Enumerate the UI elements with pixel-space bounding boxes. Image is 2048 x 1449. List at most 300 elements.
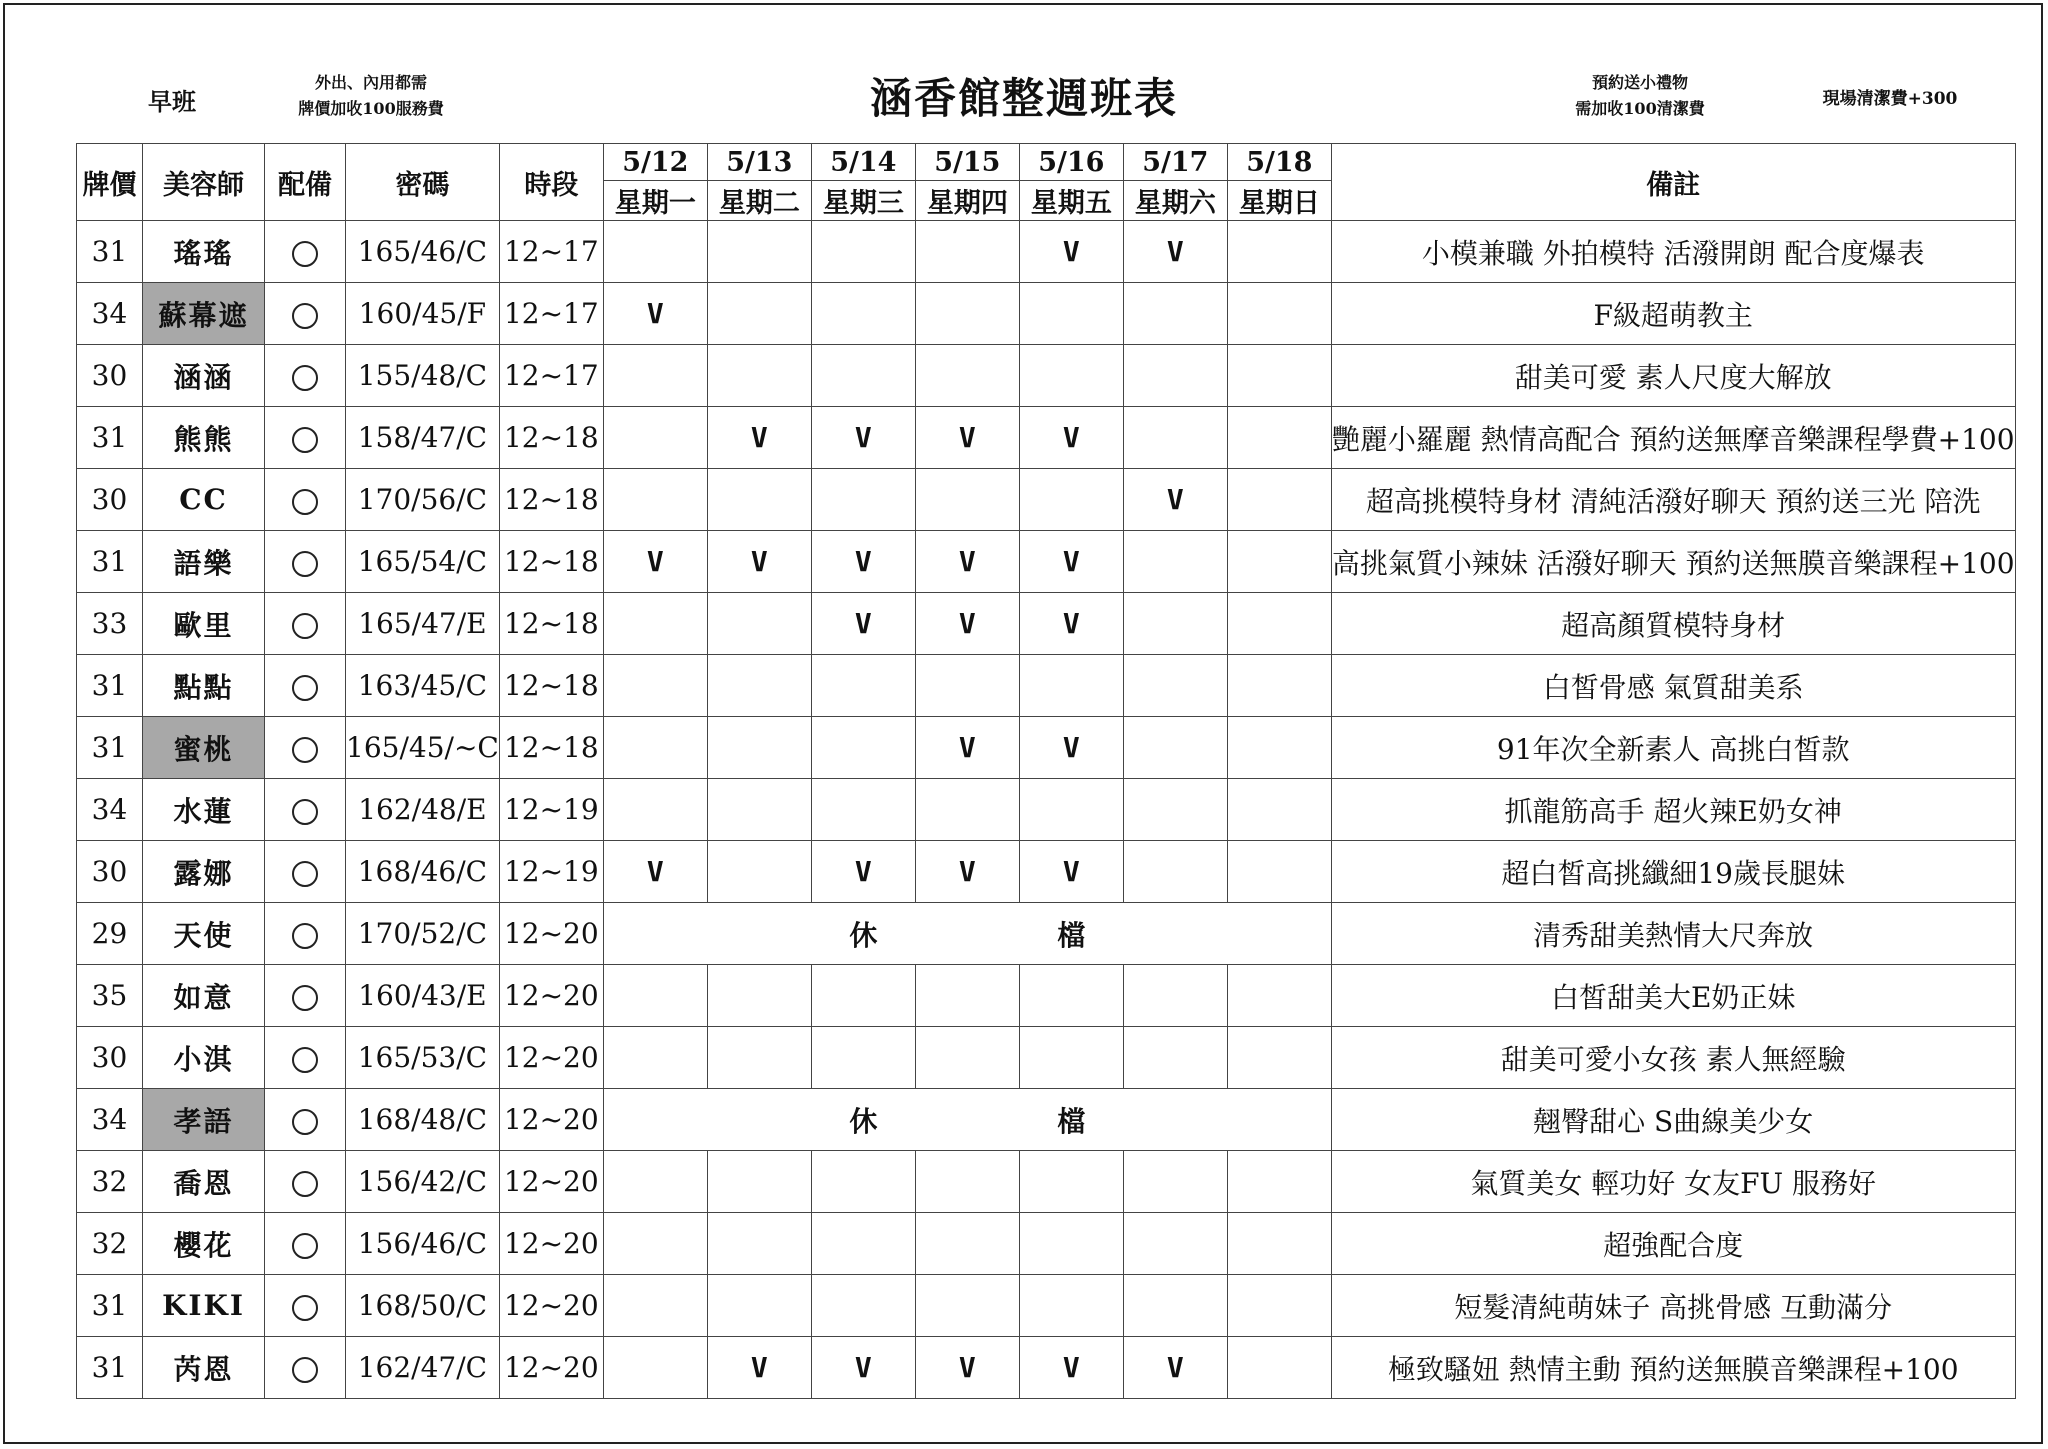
day-cell: V — [915, 593, 1019, 655]
remark-cell: 短髮清純萌妹子 高挑骨感 互動滿分 — [1331, 1275, 2015, 1337]
remark-cell: 甜美可愛 素人尺度大解放 — [1331, 345, 2015, 407]
day-cell — [603, 1027, 707, 1089]
circle-icon — [292, 923, 318, 949]
day-cell — [707, 841, 811, 903]
day-cell: V — [603, 841, 707, 903]
col-header-date: 5/18 — [1227, 144, 1331, 181]
equip-cell — [265, 965, 346, 1027]
code-cell: 160/43/E — [346, 965, 500, 1027]
day-cell — [1123, 593, 1227, 655]
price-cell: 30 — [77, 841, 143, 903]
day-cell — [1123, 531, 1227, 593]
off-label-rest: 休 — [849, 1104, 878, 1138]
day-cell — [1123, 1213, 1227, 1275]
time-cell: 12~18 — [499, 717, 603, 779]
day-cell: V — [1019, 717, 1123, 779]
name-cell: 喬恩 — [143, 1151, 265, 1213]
time-cell: 12~20 — [499, 1089, 603, 1151]
day-cell: V — [707, 1337, 811, 1399]
col-header-date: 5/14 — [811, 144, 915, 181]
col-header-time: 時段 — [499, 144, 603, 221]
price-cell: 32 — [77, 1213, 143, 1275]
price-cell: 31 — [77, 1337, 143, 1399]
day-cell — [707, 469, 811, 531]
table-row — [77, 841, 2016, 903]
table-row — [77, 531, 2016, 593]
remark-cell: 超高挑模特身材 清純活潑好聊天 預約送三光 陪洗 — [1331, 469, 2015, 531]
time-cell: 12~20 — [499, 965, 603, 1027]
page-title: 涵香館整週班表 — [869, 74, 1178, 123]
code-cell: 156/46/C — [346, 1213, 500, 1275]
day-cell: V — [1019, 221, 1123, 283]
day-cell — [1227, 1213, 1331, 1275]
time-cell: 12~18 — [499, 593, 603, 655]
price-cell: 31 — [77, 717, 143, 779]
equip-cell — [265, 221, 346, 283]
off-label-slot: 檔 — [1057, 1104, 1086, 1138]
day-cell — [811, 283, 915, 345]
day-cell — [811, 469, 915, 531]
day-cell — [1227, 345, 1331, 407]
table-row — [77, 717, 2016, 779]
circle-icon — [292, 489, 318, 515]
day-cell — [811, 221, 915, 283]
cleaning-fee-note — [1540, 70, 1740, 122]
table-row — [77, 655, 2016, 717]
day-cell — [915, 221, 1019, 283]
code-cell: 162/48/E — [346, 779, 500, 841]
day-cell — [603, 1337, 707, 1399]
code-cell: 158/47/C — [346, 407, 500, 469]
code-cell: 165/54/C — [346, 531, 500, 593]
remark-cell: 小模兼職 外拍模特 活潑開朗 配合度爆表 — [1331, 221, 2015, 283]
time-cell: 12~20 — [499, 1151, 603, 1213]
day-cell — [707, 717, 811, 779]
day-cell: V — [811, 593, 915, 655]
code-cell: 168/48/C — [346, 1089, 500, 1151]
day-cell — [811, 1213, 915, 1275]
code-cell: 168/46/C — [346, 841, 500, 903]
time-cell: 12~20 — [499, 1275, 603, 1337]
day-cell: V — [811, 1337, 915, 1399]
circle-icon — [292, 675, 318, 701]
day-cell — [915, 1027, 1019, 1089]
price-cell: 33 — [77, 593, 143, 655]
day-cell — [603, 1213, 707, 1275]
day-cell — [707, 1213, 811, 1275]
circle-icon — [292, 1233, 318, 1259]
equip-cell — [265, 407, 346, 469]
remark-cell: 抓龍筋高手 超火辣E奶女神 — [1331, 779, 2015, 841]
name-cell: 露娜 — [143, 841, 265, 903]
circle-icon — [292, 1047, 318, 1073]
price-cell: 31 — [77, 531, 143, 593]
circle-icon — [292, 1295, 318, 1321]
day-cell — [1123, 1151, 1227, 1213]
code-cell: 160/45/F — [346, 283, 500, 345]
day-cell — [1227, 1027, 1331, 1089]
service-fee-note-line1: 外出、內用都需 — [314, 73, 427, 92]
day-cell — [811, 965, 915, 1027]
remark-cell: 高挑氣質小辣妹 活潑好聊天 預約送無膜音樂課程+100 — [1331, 531, 2015, 593]
time-cell: 12~20 — [499, 1337, 603, 1399]
day-cell — [1227, 531, 1331, 593]
equip-cell — [265, 1089, 346, 1151]
day-cell — [811, 717, 915, 779]
day-cell — [1227, 965, 1331, 1027]
day-cell: V — [1123, 221, 1227, 283]
off-label-rest: 休 — [849, 918, 878, 952]
col-header-weekday: 星期三 — [811, 181, 915, 221]
code-cell: 156/42/C — [346, 1151, 500, 1213]
name-cell: 孝語 — [143, 1089, 265, 1151]
remark-cell: 艷麗小羅麗 熱情高配合 預約送無摩音樂課程學費+100 — [1331, 407, 2015, 469]
table-row — [77, 1151, 2016, 1213]
day-cell — [707, 779, 811, 841]
day-cell: V — [811, 407, 915, 469]
day-cell — [1227, 655, 1331, 717]
day-cell — [1123, 283, 1227, 345]
time-cell: 12~18 — [499, 531, 603, 593]
time-cell: 12~17 — [499, 345, 603, 407]
name-cell: 芮恩 — [143, 1337, 265, 1399]
day-cell — [811, 779, 915, 841]
day-cell — [1123, 1027, 1227, 1089]
time-cell: 12~20 — [499, 1213, 603, 1275]
day-cell — [1123, 1275, 1227, 1337]
service-fee-note-line2: 牌價加收100服務費 — [298, 99, 444, 118]
col-header-code: 密碼 — [346, 144, 500, 221]
day-cell: V — [1019, 407, 1123, 469]
equip-cell — [265, 1275, 346, 1337]
time-cell: 12~18 — [499, 469, 603, 531]
table-row — [77, 283, 2016, 345]
day-cell — [1019, 1151, 1123, 1213]
remark-cell: 超高顏質模特身材 — [1331, 593, 2015, 655]
equip-cell — [265, 717, 346, 779]
table-row — [77, 1275, 2016, 1337]
shift-label: 早班 — [148, 87, 196, 116]
day-cell — [1227, 841, 1331, 903]
day-cell — [1019, 1213, 1123, 1275]
name-cell: 小淇 — [143, 1027, 265, 1089]
price-cell: 32 — [77, 1151, 143, 1213]
code-cell: 155/48/C — [346, 345, 500, 407]
day-cell — [707, 593, 811, 655]
equip-cell — [265, 1213, 346, 1275]
code-cell: 170/56/C — [346, 469, 500, 531]
col-header-equip: 配備 — [265, 144, 346, 221]
code-cell: 162/47/C — [346, 1337, 500, 1399]
day-cell — [707, 655, 811, 717]
code-cell: 165/47/E — [346, 593, 500, 655]
table-row — [77, 1213, 2016, 1275]
off-label-slot: 檔 — [1057, 918, 1086, 952]
day-cell — [603, 779, 707, 841]
remark-cell: 清秀甜美熱情大尺奔放 — [1331, 903, 2015, 965]
day-cell: V — [915, 1337, 1019, 1399]
day-cell — [1019, 283, 1123, 345]
day-cell — [1227, 283, 1331, 345]
day-cell — [1227, 221, 1331, 283]
price-cell: 30 — [77, 1027, 143, 1089]
day-cell: V — [707, 407, 811, 469]
day-cell — [915, 655, 1019, 717]
name-cell: 涵涵 — [143, 345, 265, 407]
equip-cell — [265, 1027, 346, 1089]
col-header-weekday: 星期四 — [915, 181, 1019, 221]
time-cell: 12~17 — [499, 283, 603, 345]
time-cell: 12~20 — [499, 903, 603, 965]
name-cell: 水蓮 — [143, 779, 265, 841]
equip-cell — [265, 469, 346, 531]
remark-cell: 甜美可愛小女孩 素人無經驗 — [1331, 1027, 2015, 1089]
day-cell: V — [1019, 1337, 1123, 1399]
price-cell: 31 — [77, 407, 143, 469]
name-cell: 歐里 — [143, 593, 265, 655]
circle-icon — [292, 241, 318, 267]
time-cell: 12~19 — [499, 841, 603, 903]
circle-icon — [292, 985, 318, 1011]
equip-cell — [265, 283, 346, 345]
onsite-fee-note: 現場清潔費+300 — [1822, 89, 1958, 109]
remark-cell: 翹臀甜心 S曲線美少女 — [1331, 1089, 2015, 1151]
col-header-price: 牌價 — [77, 144, 143, 221]
circle-icon — [292, 799, 318, 825]
remark-cell: 白皙甜美大E奶正妹 — [1331, 965, 2015, 1027]
col-header-weekday: 星期一 — [603, 181, 707, 221]
day-cell — [811, 1275, 915, 1337]
day-cell — [1227, 593, 1331, 655]
day-cell — [1123, 965, 1227, 1027]
day-cell — [915, 1275, 1019, 1337]
time-cell: 12~18 — [499, 407, 603, 469]
day-cell — [603, 221, 707, 283]
circle-icon — [292, 1109, 318, 1135]
day-cell: V — [1123, 469, 1227, 531]
name-cell: 瑤瑤 — [143, 221, 265, 283]
off-cell — [603, 1089, 1331, 1151]
day-cell — [1123, 655, 1227, 717]
equip-cell — [265, 779, 346, 841]
day-cell — [707, 345, 811, 407]
code-cell: 168/50/C — [346, 1275, 500, 1337]
name-cell: 點點 — [143, 655, 265, 717]
table-row — [77, 779, 2016, 841]
day-cell — [1019, 779, 1123, 841]
col-header-date: 5/17 — [1123, 144, 1227, 181]
day-cell — [915, 345, 1019, 407]
equip-cell — [265, 345, 346, 407]
code-cell: 163/45/C — [346, 655, 500, 717]
day-cell — [603, 345, 707, 407]
remark-cell: F級超萌教主 — [1331, 283, 2015, 345]
day-cell — [603, 469, 707, 531]
day-cell: V — [811, 841, 915, 903]
code-cell: 165/53/C — [346, 1027, 500, 1089]
day-cell — [915, 1151, 1019, 1213]
day-cell — [1123, 717, 1227, 779]
day-cell: V — [707, 531, 811, 593]
day-cell — [603, 965, 707, 1027]
price-cell: 30 — [77, 469, 143, 531]
circle-icon — [292, 427, 318, 453]
price-cell: 29 — [77, 903, 143, 965]
day-cell — [707, 1151, 811, 1213]
day-cell: V — [811, 531, 915, 593]
day-cell: V — [603, 283, 707, 345]
table-row — [77, 965, 2016, 1027]
equip-cell — [265, 903, 346, 965]
col-header-weekday: 星期六 — [1123, 181, 1227, 221]
day-cell — [1227, 407, 1331, 469]
equip-cell — [265, 593, 346, 655]
day-cell — [915, 283, 1019, 345]
table-row — [77, 1089, 2016, 1151]
equip-cell — [265, 841, 346, 903]
day-cell — [603, 1151, 707, 1213]
col-header-weekday: 星期日 — [1227, 181, 1331, 221]
day-cell — [707, 221, 811, 283]
table-row — [77, 1337, 2016, 1399]
remark-cell: 氣質美女 輕功好 女友FU 服務好 — [1331, 1151, 2015, 1213]
equip-cell — [265, 1151, 346, 1213]
day-cell — [1019, 345, 1123, 407]
circle-icon — [292, 551, 318, 577]
price-cell: 34 — [77, 779, 143, 841]
day-cell — [707, 1275, 811, 1337]
remark-cell: 超白皙高挑纖細19歲長腿妹 — [1331, 841, 2015, 903]
day-cell — [603, 593, 707, 655]
table-row — [77, 593, 2016, 655]
day-cell — [1123, 407, 1227, 469]
col-header-date: 5/15 — [915, 144, 1019, 181]
circle-icon — [292, 365, 318, 391]
circle-icon — [292, 861, 318, 887]
day-cell — [1227, 1275, 1331, 1337]
day-cell — [1019, 469, 1123, 531]
day-cell — [603, 407, 707, 469]
time-cell: 12~20 — [499, 1027, 603, 1089]
price-cell: 30 — [77, 345, 143, 407]
day-cell: V — [1019, 593, 1123, 655]
day-cell: V — [915, 407, 1019, 469]
day-cell — [1123, 345, 1227, 407]
remark-cell: 超強配合度 — [1331, 1213, 2015, 1275]
schedule-body — [77, 221, 2016, 1399]
col-header-name: 美容師 — [143, 144, 265, 221]
day-cell — [811, 345, 915, 407]
table-row — [77, 1027, 2016, 1089]
time-cell: 12~17 — [499, 221, 603, 283]
day-cell — [915, 965, 1019, 1027]
day-cell — [915, 1213, 1019, 1275]
price-cell: 31 — [77, 221, 143, 283]
day-cell: V — [915, 717, 1019, 779]
remark-cell: 極致騷妞 熱情主動 預約送無膜音樂課程+100 — [1331, 1337, 2015, 1399]
price-cell: 34 — [77, 283, 143, 345]
circle-icon — [292, 1171, 318, 1197]
table-row — [77, 469, 2016, 531]
day-cell — [1227, 1337, 1331, 1399]
col-header-weekday: 星期五 — [1019, 181, 1123, 221]
cleaning-fee-note-line1: 預約送小禮物 — [1591, 73, 1688, 92]
code-cell: 165/45/~C — [346, 717, 500, 779]
name-cell: 蜜桃 — [143, 717, 265, 779]
day-cell — [603, 1275, 707, 1337]
col-header-remark: 備註 — [1331, 144, 2015, 221]
day-cell — [1227, 1151, 1331, 1213]
code-cell: 165/46/C — [346, 221, 500, 283]
day-cell — [915, 779, 1019, 841]
col-header-weekday: 星期二 — [707, 181, 811, 221]
day-cell — [603, 655, 707, 717]
remark-cell: 91年次全新素人 高挑白皙款 — [1331, 717, 2015, 779]
off-cell — [603, 903, 1331, 965]
table-row — [77, 345, 2016, 407]
day-cell — [707, 283, 811, 345]
name-cell: 天使 — [143, 903, 265, 965]
day-cell — [603, 717, 707, 779]
table-row — [77, 221, 2016, 283]
price-cell: 34 — [77, 1089, 143, 1151]
col-header-date: 5/16 — [1019, 144, 1123, 181]
name-cell: 如意 — [143, 965, 265, 1027]
col-header-date: 5/12 — [603, 144, 707, 181]
day-cell — [1019, 965, 1123, 1027]
day-cell — [1227, 717, 1331, 779]
circle-icon — [292, 1357, 318, 1383]
circle-icon — [292, 303, 318, 329]
day-cell — [811, 1027, 915, 1089]
day-cell: V — [1123, 1337, 1227, 1399]
day-cell — [811, 1151, 915, 1213]
day-cell — [1227, 469, 1331, 531]
name-cell: 熊熊 — [143, 407, 265, 469]
circle-icon — [292, 737, 318, 763]
name-cell: KIKI — [143, 1275, 265, 1337]
day-cell — [707, 965, 811, 1027]
day-cell: V — [1019, 531, 1123, 593]
price-cell: 35 — [77, 965, 143, 1027]
table-row — [77, 903, 2016, 965]
code-cell: 170/52/C — [346, 903, 500, 965]
name-cell: 蘇幕遮 — [143, 283, 265, 345]
circle-icon — [292, 613, 318, 639]
equip-cell — [265, 655, 346, 717]
name-cell: CC — [143, 469, 265, 531]
day-cell: V — [915, 841, 1019, 903]
time-cell: 12~18 — [499, 655, 603, 717]
name-cell: 櫻花 — [143, 1213, 265, 1275]
equip-cell — [265, 1337, 346, 1399]
schedule-table — [76, 143, 2016, 1399]
equip-cell — [265, 531, 346, 593]
day-cell — [811, 655, 915, 717]
cleaning-fee-note-line2: 需加收100清潔費 — [1575, 99, 1705, 118]
day-cell — [1227, 779, 1331, 841]
day-cell: V — [603, 531, 707, 593]
day-cell — [915, 469, 1019, 531]
day-cell: V — [1019, 841, 1123, 903]
col-header-date: 5/13 — [707, 144, 811, 181]
time-cell: 12~19 — [499, 779, 603, 841]
day-cell — [1123, 841, 1227, 903]
day-cell — [1019, 1027, 1123, 1089]
name-cell: 語樂 — [143, 531, 265, 593]
price-cell: 31 — [77, 1275, 143, 1337]
day-cell — [1019, 655, 1123, 717]
